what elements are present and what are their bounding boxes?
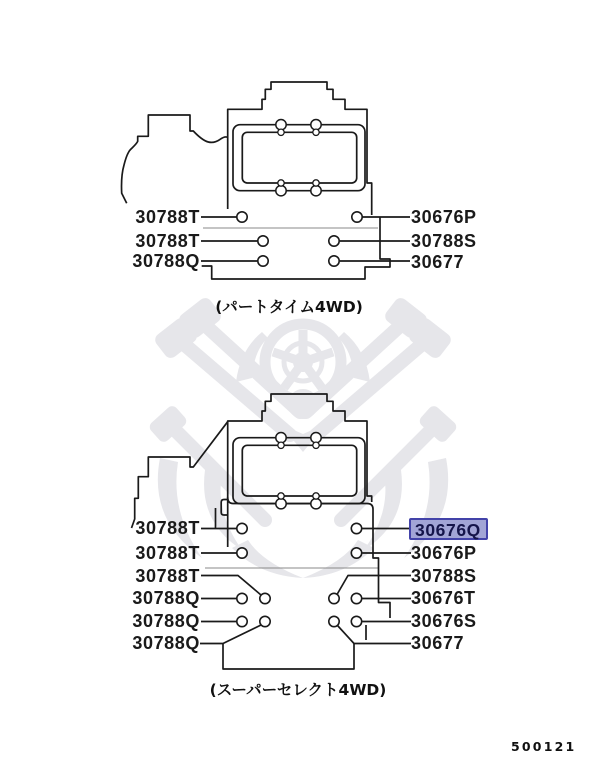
part-number-label[interactable]: 30676P bbox=[411, 207, 477, 227]
part-number-label[interactable]: 30788Q bbox=[132, 633, 200, 653]
leader-lines bbox=[201, 217, 410, 261]
bolt-holes bbox=[237, 212, 362, 266]
housing-outline bbox=[228, 394, 372, 547]
figure-code: 500121 bbox=[511, 739, 577, 754]
part-number-label[interactable]: 30788T bbox=[135, 207, 200, 227]
gasket bbox=[233, 120, 365, 196]
part-number-label[interactable]: 30788S bbox=[411, 566, 477, 586]
selected-part-number-label[interactable]: 30676Q bbox=[409, 518, 488, 540]
part-number-label[interactable]: 30677 bbox=[411, 633, 465, 653]
part-number-label[interactable]: 30788Q bbox=[132, 588, 200, 608]
bolt-holes bbox=[237, 523, 362, 626]
part-number-label[interactable]: 30788S bbox=[411, 231, 477, 251]
housing-outline bbox=[228, 82, 372, 215]
part-number-label[interactable]: 30788T bbox=[135, 566, 200, 586]
part-number-label[interactable]: 30788T bbox=[135, 518, 200, 538]
part-number-label[interactable]: 30788T bbox=[135, 231, 200, 251]
part-number-label[interactable]: 30676S bbox=[411, 611, 477, 631]
flange-outline bbox=[223, 644, 354, 670]
housing-wing-outline bbox=[132, 422, 228, 528]
part-number-label[interactable]: 30788T bbox=[135, 543, 200, 563]
top-diagram-caption: (パートタイム4WD) bbox=[215, 298, 363, 316]
part-number-label[interactable]: 30676T bbox=[411, 588, 476, 608]
left-tab bbox=[221, 500, 228, 516]
part-number-label[interactable]: 30788Q bbox=[132, 251, 200, 271]
housing-wing-outline bbox=[121, 115, 227, 203]
flange-outline bbox=[202, 217, 390, 279]
part-number-label[interactable]: 30788Q bbox=[132, 611, 200, 631]
part-number-label[interactable]: 30676P bbox=[411, 543, 477, 563]
part-number-label[interactable]: 30677 bbox=[411, 252, 465, 272]
gasket bbox=[233, 433, 365, 509]
housing-bottom-outline bbox=[228, 497, 390, 618]
bottom-diagram-caption: (スーパーセレクト4WD) bbox=[209, 681, 387, 699]
